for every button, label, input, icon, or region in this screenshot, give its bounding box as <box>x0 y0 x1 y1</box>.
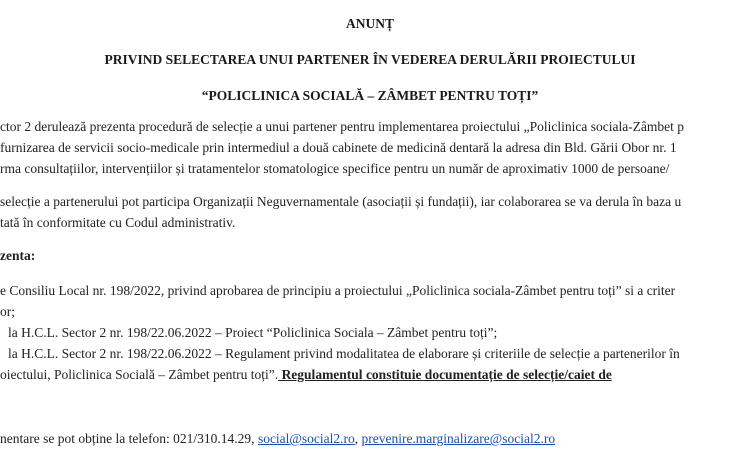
email-link-social[interactable]: social@social2.ro <box>257 431 355 446</box>
paragraph1-line2: furnizarea de servicii socio-medicale prin intermediul a două cabinete de medicină dentară la adresa din Bld. Gării Obor nr. 1 <box>0 140 677 155</box>
list-item1-line1: e Consiliu Local nr. 198/2022, privind aprobarea de principiu a proiectului „Policlinica sociala-Zâmbet pentru toți” si a criter <box>0 283 676 298</box>
contact-text: nentare se pot obține la telefon: 021/310.14.29, <box>0 431 258 446</box>
contact-line <box>0 430 555 447</box>
announcement-title: ANUNȚ <box>345 16 394 31</box>
project-name: “POLICLINICA SOCIALĂ – ZÂMBET PENTRU TOȚI” <box>201 88 539 103</box>
contact-separator: , <box>354 431 362 446</box>
regulation-emphasis: Regulamentul constituie documentație de selecție/caiet de <box>278 367 612 382</box>
section-label: zenta: <box>0 248 36 263</box>
paragraph2-line2: tată în conformitate cu Codul administrativ. <box>0 215 236 230</box>
list-item3-text: oiectului, Policlinica Socială – Zâmbet pentru toți”. <box>0 367 279 382</box>
paragraph2-line1: selecție a partenerului pot participa Organizații Neguvernamentale (asociații și fundații), iar colaborarea se va derula în baza u <box>0 194 682 209</box>
paragraph1-line3: rma consultațiilor, intervențiilor și tratamentelor stomatologice specifice pentru un număr de aproximativ 1000 de persoane/ <box>0 161 670 176</box>
announcement-subtitle: PRIVIND SELECTAREA UNUI PARTENER ÎN VEDEREA DERULĂRII PROIECTULUI <box>104 52 636 67</box>
email-link-prevenire[interactable]: prevenire.marginalizare@social2.ro <box>361 431 556 446</box>
paragraph1-line1: ctor 2 derulează prezenta procedură de selecție a unui partener pentru implementarea proiectului „Policlinica sociala-Zâmbet p <box>0 119 685 134</box>
list-item3-line2 <box>0 366 612 383</box>
list-item3-line1: la H.C.L. Sector 2 nr. 198/22.06.2022 – Regulament privind modalitatea de elaborare și criteriile de selecție a partenerilor în <box>8 346 680 361</box>
list-item1-line2: or; <box>0 304 15 319</box>
list-item2: la H.C.L. Sector 2 nr. 198/22.06.2022 – Proiect “Policlinica Sociala – Zâmbet pentru toți”; <box>8 325 498 340</box>
